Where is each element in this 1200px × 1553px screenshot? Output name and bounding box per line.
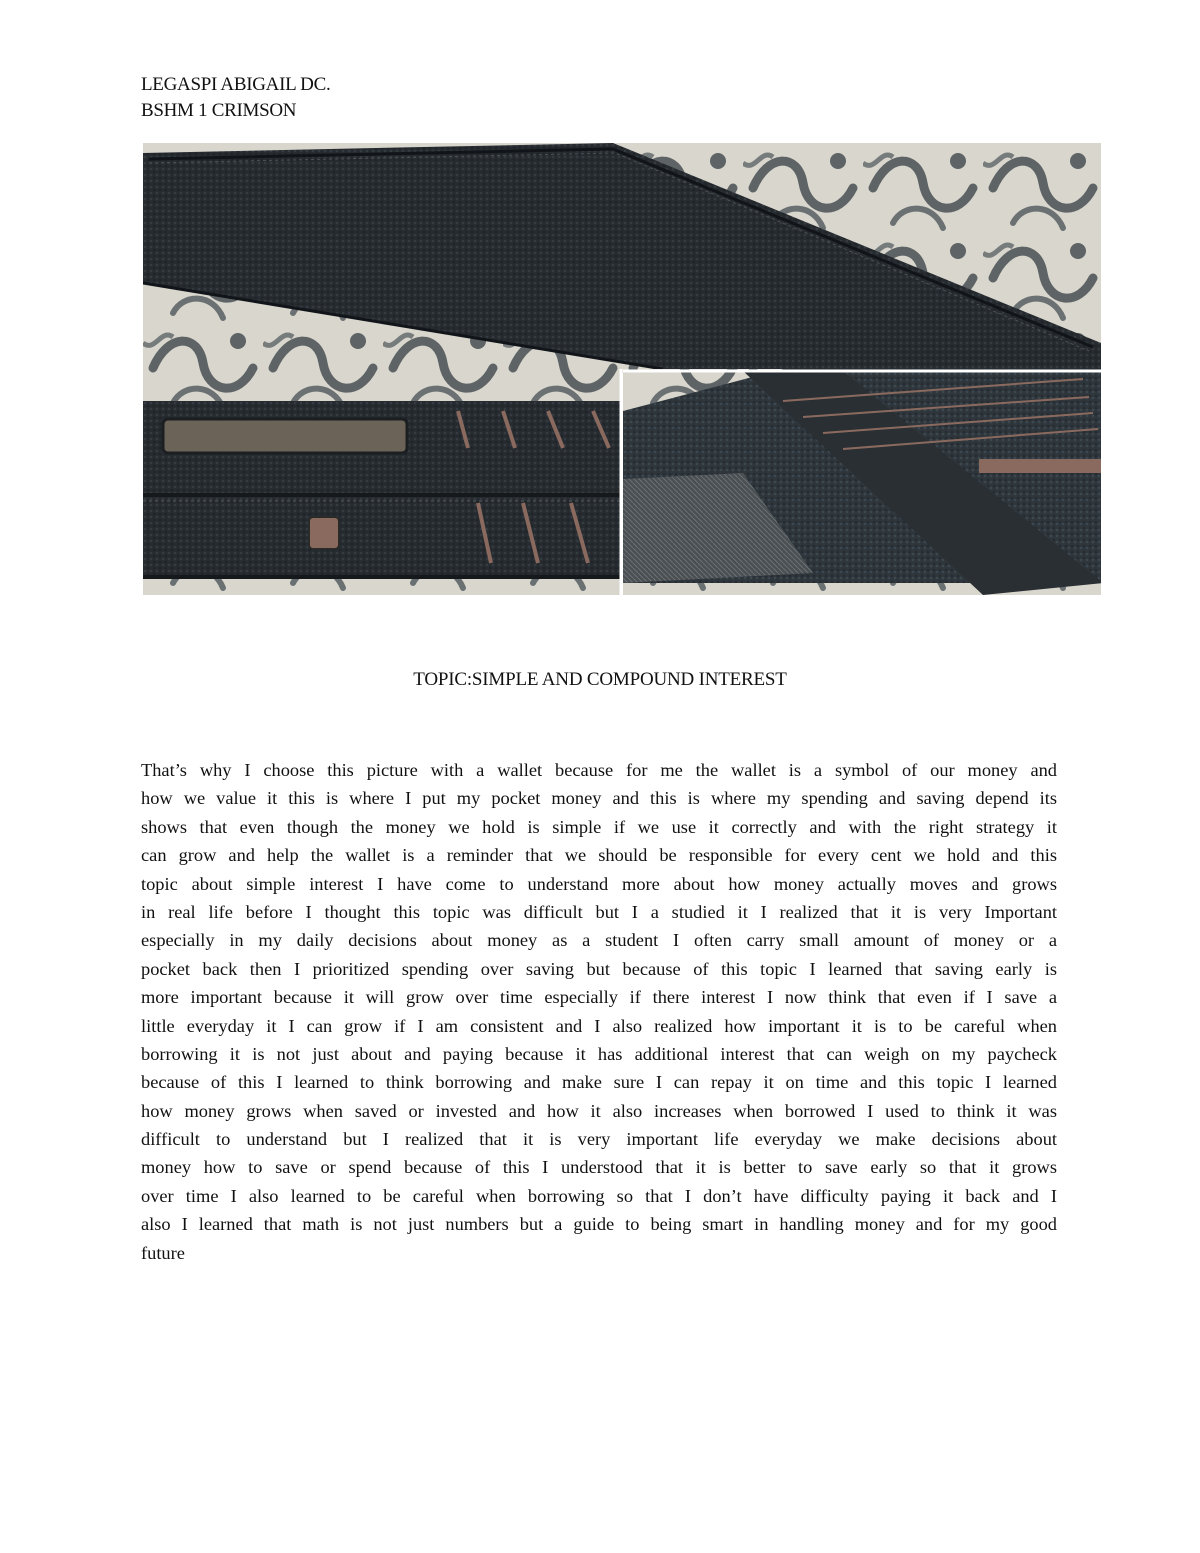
- essay-line: can grow and help the wallet is a reminder that we should be responsible for every cent we hold and this: [141, 845, 1057, 866]
- essay-line: difficult to understand but I realized that it is very important life everyday we make decisions about: [141, 1129, 1057, 1150]
- topic-heading: TOPIC:SIMPLE AND COMPOUND INTEREST: [413, 669, 787, 690]
- essay-line: borrowing it is not just about and paying because it has additional interest that can weigh on my paycheck: [141, 1043, 1057, 1064]
- document-header: [141, 72, 330, 124]
- student-name: LEGASPI ABIGAIL DC.: [141, 74, 331, 95]
- essay-line: especially in my daily decisions about money as a student I often carry small amount of money or a: [141, 930, 1057, 951]
- essay-line: how money grows when saved or invested and how it also increases when borrowed I used to think it was: [141, 1100, 1057, 1121]
- essay-body: [141, 756, 1057, 1267]
- essay-line: over time I also learned to be careful when borrowing so that I don’t have difficulty paying it back and I: [141, 1185, 1057, 1206]
- essay-line: in real life before I thought this topic was difficult but I a studied it I realized that it is very Important: [141, 901, 1057, 922]
- student-section: BSHM 1 CRIMSON: [141, 100, 297, 121]
- essay-line: also I learned that math is not just numbers but a guide to being smart in handling money and for my good: [141, 1214, 1057, 1235]
- wallet-photo: [143, 143, 1101, 595]
- essay-line: pocket back then I prioritized spending over saving but because of this topic I learned that saving early is: [141, 958, 1057, 979]
- essay-line: because of this I learned to think borrowing and make sure I can repay it on time and this topic I learned: [141, 1072, 1057, 1093]
- essay-line: future: [141, 1242, 185, 1263]
- essay-line: That’s why I choose this picture with a wallet because for me the wallet is a symbol of our money and: [141, 760, 1057, 780]
- essay-line: how we value it this is where I put my pocket money and this is where my spending and saving depend its: [141, 788, 1057, 809]
- essay-line: shows that even though the money we hold is simple if we use it correctly and with the right strategy it: [141, 816, 1057, 837]
- essay-line: topic about simple interest I have come to understand more about how money actually moves and grows: [141, 873, 1057, 894]
- essay-line: money how to save or spend because of this I understood that it is better to save early so that it grows: [141, 1157, 1057, 1178]
- essay-line: more important because it will grow over time especially if there interest I now think that even if I save a: [141, 987, 1057, 1008]
- essay-line: little everyday it I can grow if I am consistent and I also realized how important it is to be careful when: [141, 1015, 1057, 1036]
